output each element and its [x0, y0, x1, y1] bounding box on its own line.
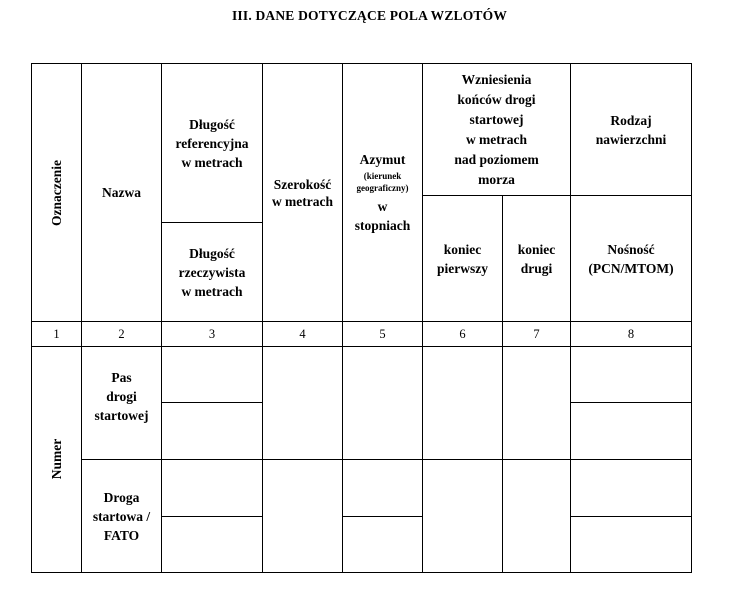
- column-number: 3: [208, 326, 216, 341]
- table-border-right: [691, 63, 692, 573]
- column-number: 7: [533, 326, 540, 341]
- subrow-line-col3-a: [161, 402, 263, 403]
- column-number: 1: [53, 326, 60, 341]
- column-number: 2: [118, 326, 125, 341]
- header-koniec-drugi: koniec drugi: [517, 241, 556, 276]
- page-title: III. DANE DOTYCZĄCE POLA WZLOTÓW: [231, 8, 508, 23]
- subrow-line-col8-b: [570, 516, 692, 517]
- azymut-note: (kierunek geograficzny): [356, 171, 409, 193]
- header-szerokosc: Szerokość w metrach: [271, 176, 334, 209]
- table-border-bottom: [31, 572, 692, 573]
- header-rodzaj-nawierzchni: Rodzaj nawierzchni: [595, 112, 667, 147]
- header-azymut: [343, 64, 422, 321]
- row-label-numer: Numer: [49, 438, 64, 480]
- header-wzniesienia: Wzniesienia końców drogi startowej w metrach nad poziomem morza: [454, 71, 539, 187]
- column-number: 5: [379, 326, 386, 341]
- header-dlugosc-referencyjna: Długość referencyjna w metrach: [175, 116, 249, 170]
- header-nosnosc: Nośność (PCN/MTOM): [588, 241, 674, 276]
- column-number: 8: [627, 326, 635, 341]
- subrow-line-col3-b: [161, 516, 263, 517]
- row-group-divider: [81, 459, 692, 460]
- column-number: 6: [459, 326, 466, 341]
- header-nazwa: Nazwa: [102, 185, 141, 200]
- subrow-line-col5-b: [342, 516, 423, 517]
- row-label-pas-drogi-startowej: Pas drogi startowej: [94, 369, 149, 423]
- table-border-left: [31, 63, 32, 573]
- header-oznaczenie: Oznaczenie: [49, 160, 64, 226]
- header-dlugosc-rzeczywista: Długość rzeczywista w metrach: [178, 245, 246, 299]
- row-label-droga-startowa-fato: Droga startowa / FATO: [92, 489, 151, 543]
- azymut-unit: w stopniach: [354, 199, 411, 233]
- subrow-line-col8-a: [570, 402, 692, 403]
- header-koniec-pierwszy: koniec pierwszy: [437, 241, 488, 276]
- column-number: 4: [299, 326, 306, 341]
- azymut-title: Azymut: [359, 152, 406, 167]
